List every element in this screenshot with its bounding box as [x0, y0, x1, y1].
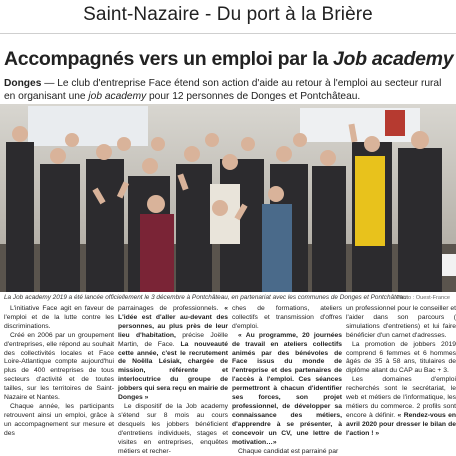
body-column-1 [4, 305, 114, 439]
lede-italic: job academy [88, 91, 146, 102]
headline-italic: Job academy [333, 48, 453, 70]
article-headline [4, 48, 456, 71]
text-run: précise Joëlle Martin, de Face. [118, 332, 228, 348]
body-column-2 [118, 305, 228, 456]
text-run: Les domaines d'emploi recherchés sont le secrétariat, le web et métiers de l'informatique, les métiers du commerce. 2 profils sont encore à définir. [346, 376, 456, 419]
photo-caption: La Job academy 2019 a été lancée officiellement le 3 décembre à Pontchâteau, en partenariat avec les communes de Donges et Pontchâteau. [4, 294, 304, 301]
section-header [0, 0, 456, 34]
lede-text-b: pour 12 personnes de Donges et Pontchâteau. [146, 91, 360, 102]
lede-text-a: — Le club d'entreprise Face étend son action d'aide au retour à l'emploi au secteur rural en organisant une [4, 78, 441, 102]
body-column-3 [232, 305, 342, 456]
paragraph: La promotion de jobbers 2019 comprend 6 femmes et 6 hommes âgés de 35 à 58 ans, titulaires de diplôme allant du CAP au Bac + 3. [346, 341, 456, 377]
paragraph [346, 376, 456, 438]
paragraph: Le dispositif de la Job academy s'étend sur 8 mois au cours desquels les jobbers bénéficient d'entretiens individuels, stages et visites en entreprises, enquêtes métiers et recher- [118, 403, 228, 456]
group-photo-illustration [0, 104, 456, 292]
photo-credit: Photo : Ouest-France [397, 295, 450, 301]
quote-run: « Rendez-vous en avril 2020 pour dresser le bilan de l'action ! » [346, 412, 456, 437]
quote-run: « L'idée est d'aller au-devant des personnes, au plus près de leur lieu d'habitation, [118, 305, 228, 339]
paragraph: Chaque année, les participants retrouvent ainsi un emploi, grâce à un accompagnement sur mesure et des [4, 403, 114, 439]
paragraph: Créé en 2006 par un groupement d'entreprises, elle répond au souhait des collectivités locales et Face Loire-Atlantique compte aujourd'hui plus de 400 entreprises de tous secteurs d'activité et de toutes tailles, sur les territoires de Saint-Nazaire et Nantes. [4, 332, 114, 403]
paragraph: L'initiative Face agit en faveur de l'emploi et de la lutte contre les discriminations. [4, 305, 114, 332]
text-run: parrainages de professionnels. [118, 305, 224, 312]
article-body [0, 305, 456, 438]
lede-location: Donges [4, 78, 41, 89]
headline-text: Accompagnés vers un emploi par la [4, 48, 333, 70]
paragraph: ches de formations, ateliers collectifs et transmission d'offres d'emploi. [232, 305, 342, 332]
paragraph: Chaque candidat est parrainé par [232, 448, 342, 456]
body-column-4 [346, 305, 456, 439]
quote-run: La nouveauté cette année, c'est le recrutement de Noëlla Lésiak, chargée de mission, référente et interlocutrice du groupe de jobbers qui sera reçu en mairie de Donges » [118, 341, 228, 401]
group-photo [0, 104, 456, 292]
article-lede [4, 78, 452, 103]
section-title: Saint-Nazaire - Du port à la Brière [0, 4, 456, 26]
paragraph [118, 305, 228, 403]
quote-paragraph: « Au programme, 20 journées de travail en ateliers collectifs animés par des bénévoles de Face issus du monde de l'entreprise et des partenaires de l'accès à l'emploi. Ces séances permettront à chacun d'identifier ses forces, son projet professionnel, de développer sa connaissance des métiers, d'apprendre à se présenter, à concevoir un CV, une lettre de motivation…» [232, 332, 342, 448]
paragraph: un professionnel pour le conseiller et l'aider dans son parcours ( simulations d'entretiens) et lui faire bénéficier d'un carnet d'adresses. [346, 305, 456, 341]
